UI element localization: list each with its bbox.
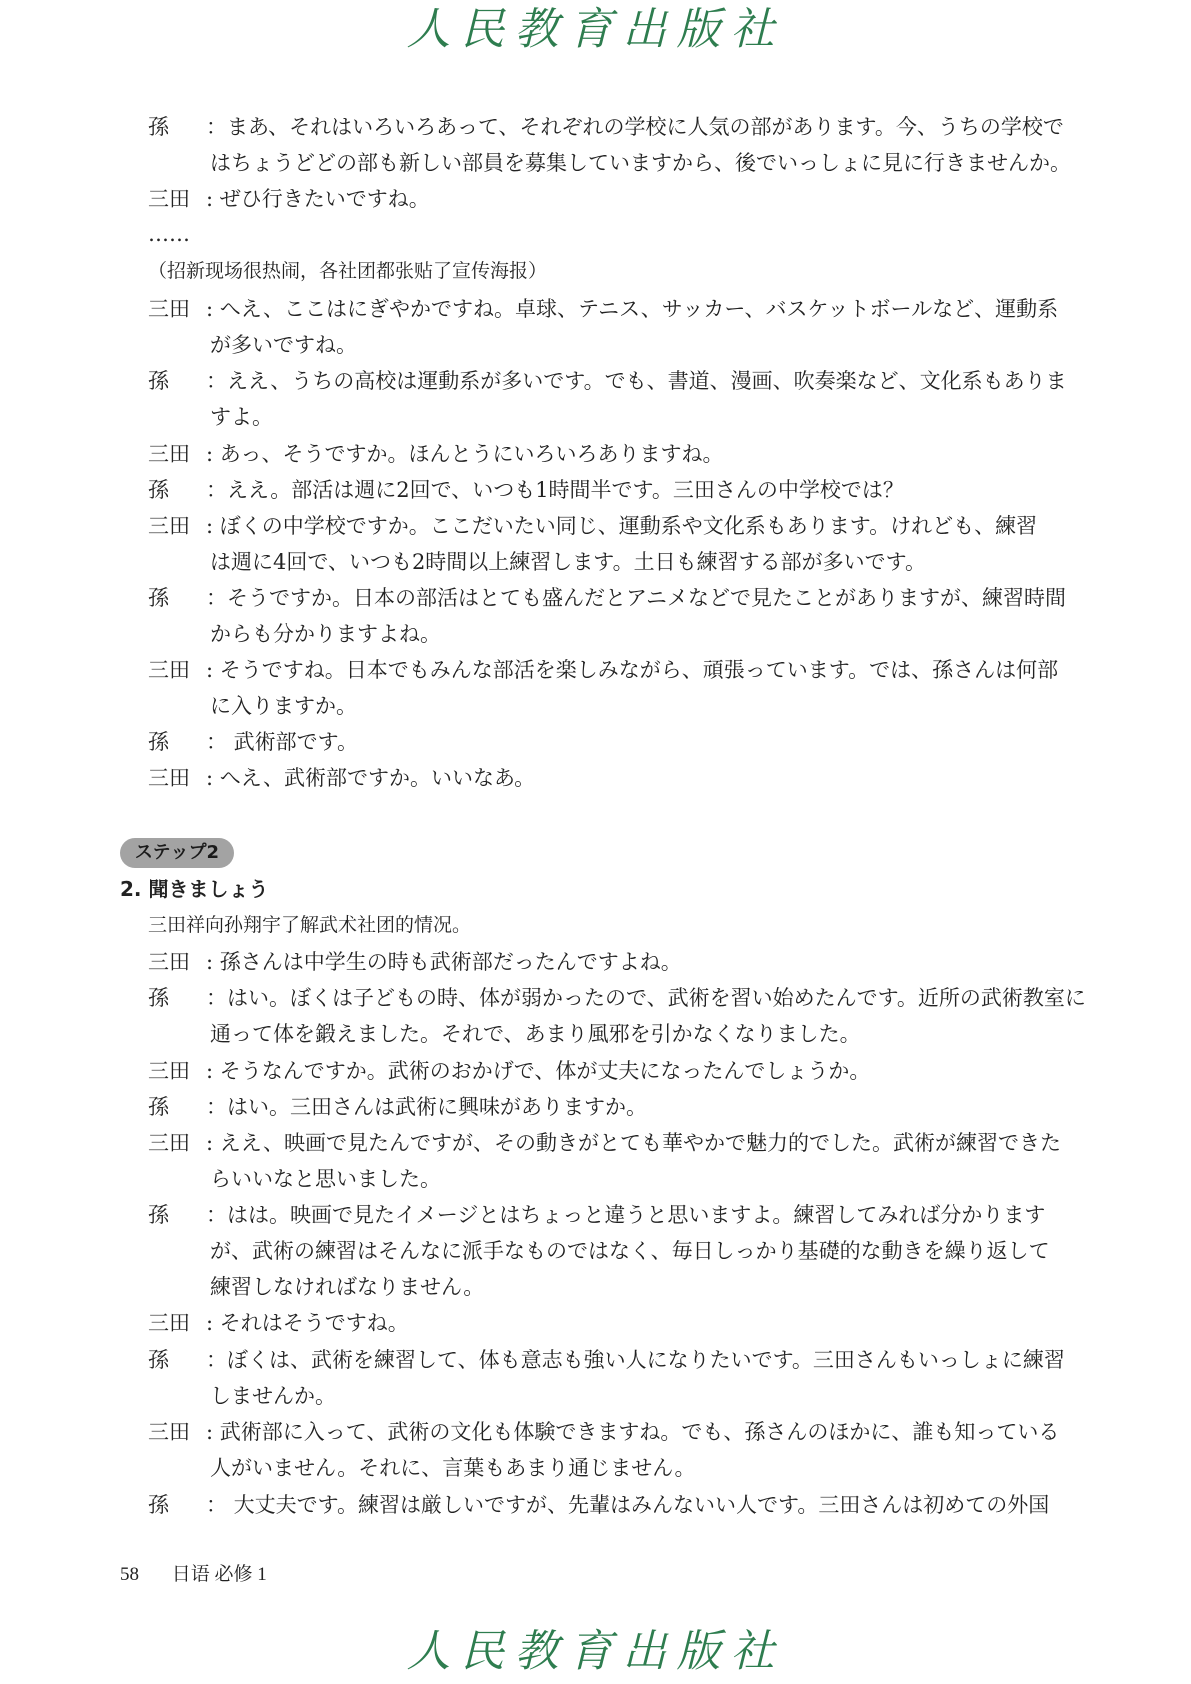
text-line (148, 219, 1068, 249)
line-text: : 武術部に入って、武術の文化も体験できますね。でも、孫さんのほかに、誰も知っている (206, 1420, 1060, 1444)
line-text: ：ええ、うちの高校は運動系が多いです。でも、書道、漫画、吹奏楽など、文化系もありま (206, 369, 1067, 393)
dialogue-continuation (210, 547, 1068, 577)
speaker-name: 孫 (148, 730, 169, 754)
line-text: 三田祥向孙翔宇了解武术社团的情况。 (148, 914, 472, 936)
step-badge: ステップ2 (120, 838, 234, 868)
line-text: は週に4回で、いつも2時間以上練習します。土日も練習する部が多いです。 (210, 550, 926, 574)
line-text: からも分かりますよね。 (210, 622, 441, 646)
dialogue-line (148, 1345, 1068, 1375)
line-text: に入りますか。 (210, 694, 357, 718)
dialogue-line (148, 1490, 1068, 1520)
dialogue-continuation (210, 619, 1068, 649)
speaker-name: 三田 (148, 1059, 190, 1083)
dialogue-continuation (210, 1272, 1068, 1302)
line-text: ：ぼくは、武術を練習して、体も意志も強い人になりたいです。三田さんもいっしょに練習 (206, 1348, 1065, 1372)
dialogue-continuation (210, 148, 1071, 178)
line-text: 人がいません。それに、言葉もあまり通じません。 (210, 1456, 696, 1480)
dialogue-line (148, 947, 1068, 977)
line-text: 練習しなければなりません。 (210, 1275, 485, 1299)
speaker-name: 孫 (148, 1348, 169, 1372)
line-text: : 孫さんは中学生の時も武術部だったんですよね。 (206, 950, 682, 974)
dialogue-continuation (210, 1019, 1068, 1049)
dialogue-continuation (210, 691, 1068, 721)
dialogue-line (148, 1308, 1068, 1338)
speaker-name: 三田 (148, 1311, 190, 1335)
line-text: …… (148, 222, 190, 246)
line-text: ：はい。ぼくは子どもの時、体が弱かったので、武術を習い始めたんです。近所の武術教室に (206, 986, 1086, 1010)
text-line (148, 256, 1068, 286)
speaker-name: 孫 (148, 1095, 169, 1119)
dialogue-line (148, 1200, 1068, 1230)
section-heading: 2. 聞きましょう (120, 877, 269, 901)
speaker-name: 三田 (148, 1420, 190, 1444)
line-text: : それはそうですね。 (206, 1311, 409, 1335)
page-number: 58 (120, 1564, 139, 1585)
line-text: が多いですね。 (210, 333, 357, 357)
speaker-name: 孫 (148, 586, 169, 610)
publisher-logo-bottom: 人民教育出版社 (406, 1626, 785, 1677)
speaker-name: 三田 (148, 766, 190, 790)
dialogue-continuation (210, 1453, 1068, 1483)
line-text: 通って体を鍛えました。それで、あまり風邪を引かなくなりました。 (210, 1022, 861, 1046)
dialogue-line (148, 727, 1068, 757)
dialogue-line (148, 112, 1068, 142)
speaker-name: 三田 (148, 658, 190, 682)
line-text: らいいなと思いました。 (210, 1167, 441, 1191)
line-text: はちょうどどの部も新しい部員を募集していますから、後でいっしょに見に行きませんか。 (210, 151, 1071, 175)
line-text: すよ。 (210, 405, 273, 429)
dialogue-line (148, 511, 1068, 541)
speaker-name: 三田 (148, 442, 190, 466)
dialogue-line (148, 983, 1086, 1013)
line-text: ：そうですか。日本の部活はとても盛んだとアニメなどで見たことがありますが、練習時間 (206, 586, 1066, 610)
dialogue-line (148, 366, 1068, 396)
dialogue-line (148, 1128, 1068, 1158)
dialogue-continuation (210, 402, 1068, 432)
speaker-name: 三田 (148, 297, 190, 321)
speaker-name: 孫 (148, 478, 169, 502)
speaker-name: 孫 (148, 1203, 169, 1227)
dialogue-line (148, 1092, 1068, 1122)
page-footer (120, 1562, 267, 1588)
line-text: ：ええ。部活は週に2回で、いつも1時間半です。三田さんの中学校では？ (206, 478, 904, 502)
speaker-name: 孫 (148, 1493, 169, 1517)
speaker-name: 孫 (148, 115, 169, 139)
dialogue-continuation (210, 1381, 1068, 1411)
dialogue-line (148, 439, 1068, 469)
dialogue-line (148, 1417, 1068, 1447)
speaker-name: 孫 (148, 986, 169, 1010)
dialogue-line (148, 184, 1068, 214)
speaker-name: 三田 (148, 514, 190, 538)
book-title: 日语 必修 1 (171, 1564, 267, 1585)
line-text: : そうなんですか。武術のおかげで、体が丈夫になったんでしょうか。 (206, 1059, 871, 1083)
line-text: : へえ、武術部ですか。いいなあ。 (206, 766, 536, 790)
line-text: しませんか。 (210, 1384, 336, 1408)
dialogue-continuation (210, 1236, 1068, 1266)
line-text: : そうですね。日本でもみんな部活を楽しみながら、頑張っています。では、孫さんは何部 (206, 658, 1059, 682)
speaker-name: 三田 (148, 187, 190, 211)
text-line (148, 910, 1068, 940)
dialogue-line (148, 1056, 1068, 1086)
line-text: : ええ、映画で見たんですが、その動きがとても華やかで魅力的でした。武術が練習できた (206, 1131, 1062, 1155)
speaker-name: 三田 (148, 1131, 190, 1155)
dialogue-line (148, 583, 1068, 613)
line-text: が、武術の練習はそんなに派手なものではなく、毎日しっかり基礎的な動きを繰り返して (210, 1239, 1050, 1263)
line-text: : あっ、そうですか。ほんとうにいろいろありますね。 (206, 442, 724, 466)
line-text: ：まあ、それはいろいろあって、それぞれの学校に人気の部があります。今、うちの学校で (206, 115, 1064, 139)
dialogue-line (148, 763, 1068, 793)
dialogue-line (148, 475, 1068, 505)
speaker-name: 三田 (148, 950, 190, 974)
publisher-logo-top: 人民教育出版社 (406, 4, 785, 55)
dialogue-continuation (210, 1164, 1068, 1194)
dialogue-line (148, 655, 1068, 685)
line-text: ： 大丈夫です。練習は厳しいですが、先輩はみんないい人です。三田さんは初めての外国 (206, 1493, 1050, 1517)
line-text: : ぜひ行きたいですね。 (206, 187, 430, 211)
line-text: ：はは。映画で見たイメージとはちょっと違うと思いますよ。練習してみれば分かります (206, 1203, 1046, 1227)
line-text: : ぼくの中学校ですか。ここだいたい同じ、運動系や文化系もあります。けれども、練習 (206, 514, 1038, 538)
line-text: ：はい。三田さんは武術に興味がありますか。 (206, 1095, 647, 1119)
dialogue-line (148, 294, 1068, 324)
speaker-name: 孫 (148, 369, 169, 393)
line-text: ： 武術部です。 (206, 730, 358, 754)
line-text: : へえ、ここはにぎやかですね。卓球、テニス、サッカー、バスケットボールなど、運動系 (206, 297, 1059, 321)
line-text: （招新现场很热闹，各社团都张贴了宣传海报） (148, 260, 548, 282)
dialogue-continuation (210, 330, 1068, 360)
